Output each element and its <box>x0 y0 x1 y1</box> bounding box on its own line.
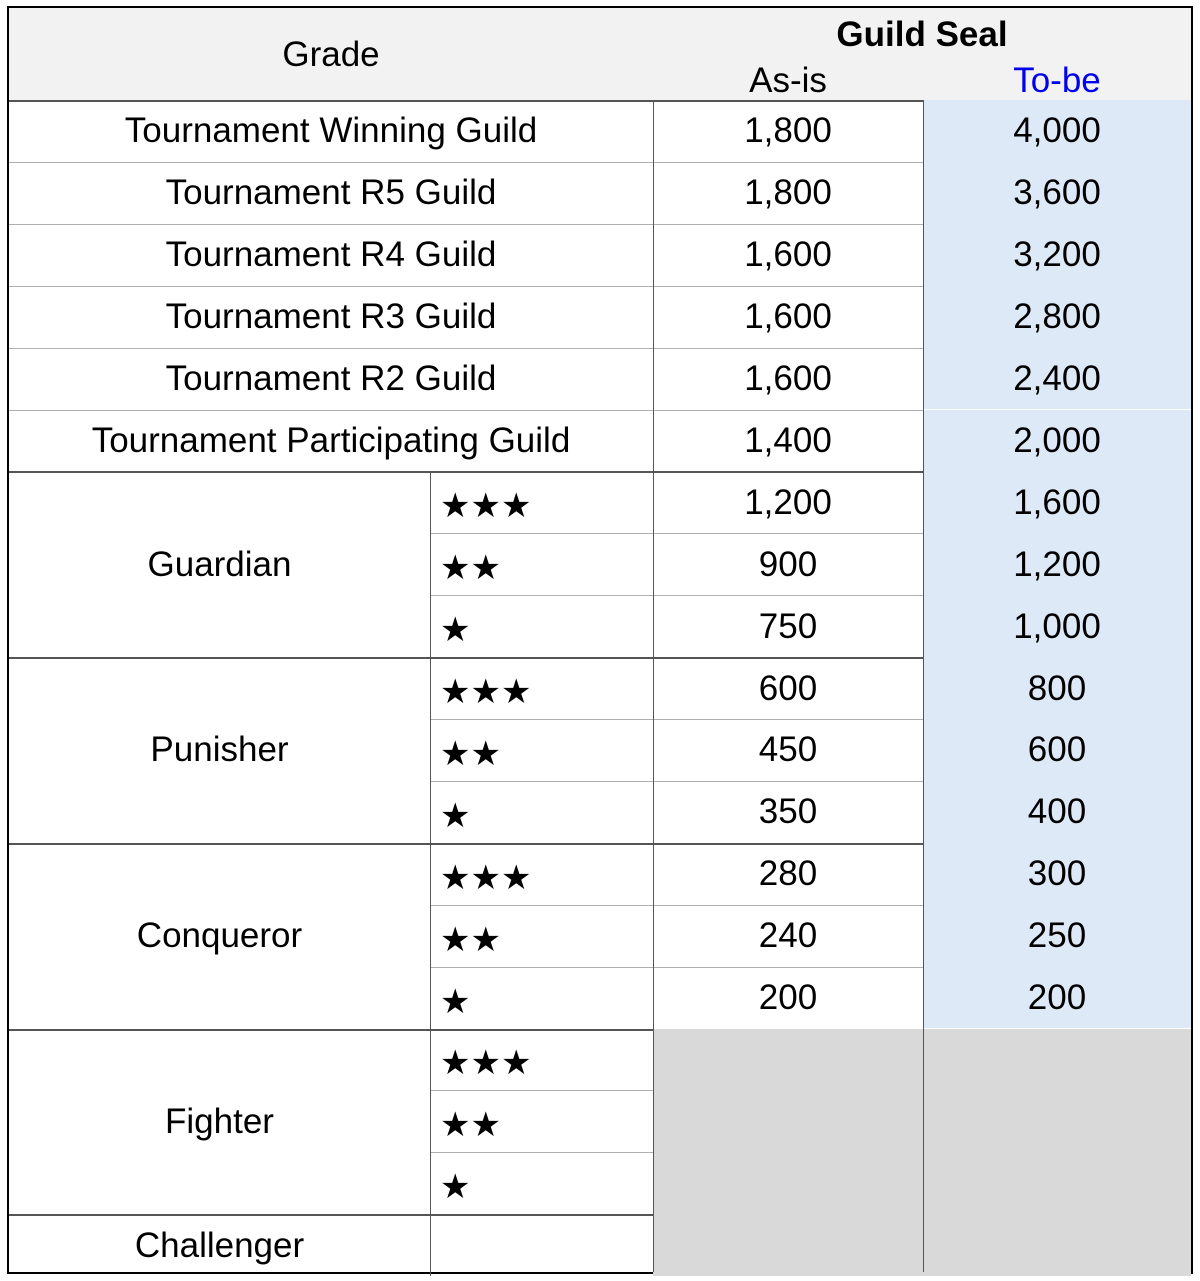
column-divider <box>923 100 924 1272</box>
guild-seal-header: Guild Seal <box>836 14 1008 54</box>
grade-cell: Tournament Winning Guild <box>124 111 538 151</box>
grade-cell: Tournament Participating Guild <box>91 420 571 460</box>
as-is-cell: 450 <box>758 730 818 770</box>
as-is-cell: 1,400 <box>744 420 832 460</box>
as-is-cell: 600 <box>758 668 818 708</box>
to-be-value: 3,200 <box>1013 235 1101 275</box>
star-rating: ★★ <box>440 1105 501 1146</box>
as-is-cell: 1,800 <box>744 111 832 151</box>
column-divider <box>653 100 654 1272</box>
star-rating: ★★★ <box>440 486 532 527</box>
as-is-cell <box>653 1029 923 1091</box>
to-be-cell: 300 <box>923 843 1191 905</box>
grade-group-label: Fighter <box>165 1101 274 1141</box>
to-be-cell: 400 <box>923 781 1191 843</box>
as-is-cell: 200 <box>758 978 818 1018</box>
to-be-cell: 250 <box>923 905 1191 967</box>
grade-group-label: Guardian <box>147 544 292 584</box>
to-be-value: 2,400 <box>1013 359 1101 399</box>
grade-group-label: Conqueror <box>136 916 303 956</box>
to-be-value: 4,000 <box>1013 111 1101 151</box>
to-be-cell <box>923 1214 1191 1276</box>
grade-cell: Tournament R3 Guild <box>165 297 497 337</box>
as-is-cell: 1,600 <box>744 359 832 399</box>
to-be-cell <box>923 1090 1191 1152</box>
grade-cell: Tournament R2 Guild <box>165 359 497 399</box>
as-is-cell: 350 <box>758 792 818 832</box>
as-is-cell: 1,600 <box>744 235 832 275</box>
to-be-cell: 1,200 <box>923 533 1191 595</box>
star-rating <box>430 1214 653 1276</box>
column-divider <box>430 471 431 657</box>
as-is-cell <box>653 1090 923 1152</box>
star-rating: ★ <box>440 610 471 651</box>
as-is-cell: 240 <box>758 916 818 956</box>
column-divider <box>430 843 431 1029</box>
to-be-cell: 200 <box>923 967 1191 1029</box>
column-divider <box>430 1214 431 1276</box>
star-rating: ★★★ <box>440 857 532 898</box>
star-rating: ★★★ <box>440 672 532 713</box>
to-be-cell: 600 <box>923 719 1191 781</box>
column-divider <box>430 657 431 843</box>
grade-cell: Challenger <box>134 1225 305 1265</box>
column-divider <box>430 1029 431 1215</box>
grade-group-label: Punisher <box>150 730 289 770</box>
grade-cell: Tournament R4 Guild <box>165 235 497 275</box>
to-be-cell <box>923 1029 1191 1091</box>
to-be-value: 2,000 <box>1013 420 1101 460</box>
star-rating: ★★ <box>440 919 501 960</box>
as-is-cell: 750 <box>758 606 818 646</box>
to-be-cell <box>923 1152 1191 1214</box>
grade-header: Grade <box>282 34 380 74</box>
star-rating: ★ <box>440 981 471 1022</box>
star-rating: ★★★ <box>440 1043 532 1084</box>
as-is-cell: 1,600 <box>744 297 832 337</box>
to-be-value: 3,600 <box>1013 173 1101 213</box>
to-be-header: To-be <box>1013 60 1101 100</box>
star-rating: ★ <box>440 795 471 836</box>
guild-seal-table <box>7 6 1193 1274</box>
grade-cell: Tournament R5 Guild <box>165 173 497 213</box>
as-is-cell <box>653 1152 923 1214</box>
as-is-cell: 900 <box>758 544 818 584</box>
to-be-value: 2,800 <box>1013 297 1101 337</box>
as-is-cell: 280 <box>758 854 818 894</box>
star-rating: ★★ <box>440 733 501 774</box>
to-be-cell: 1,600 <box>923 471 1191 533</box>
to-be-cell: 1,000 <box>923 595 1191 657</box>
to-be-cell: 800 <box>923 657 1191 719</box>
as-is-header: As-is <box>749 60 827 100</box>
as-is-cell: 1,200 <box>744 482 832 522</box>
as-is-cell: 1,800 <box>744 173 832 213</box>
as-is-cell <box>653 1214 923 1276</box>
star-rating: ★ <box>440 1167 471 1208</box>
star-rating: ★★ <box>440 548 501 589</box>
